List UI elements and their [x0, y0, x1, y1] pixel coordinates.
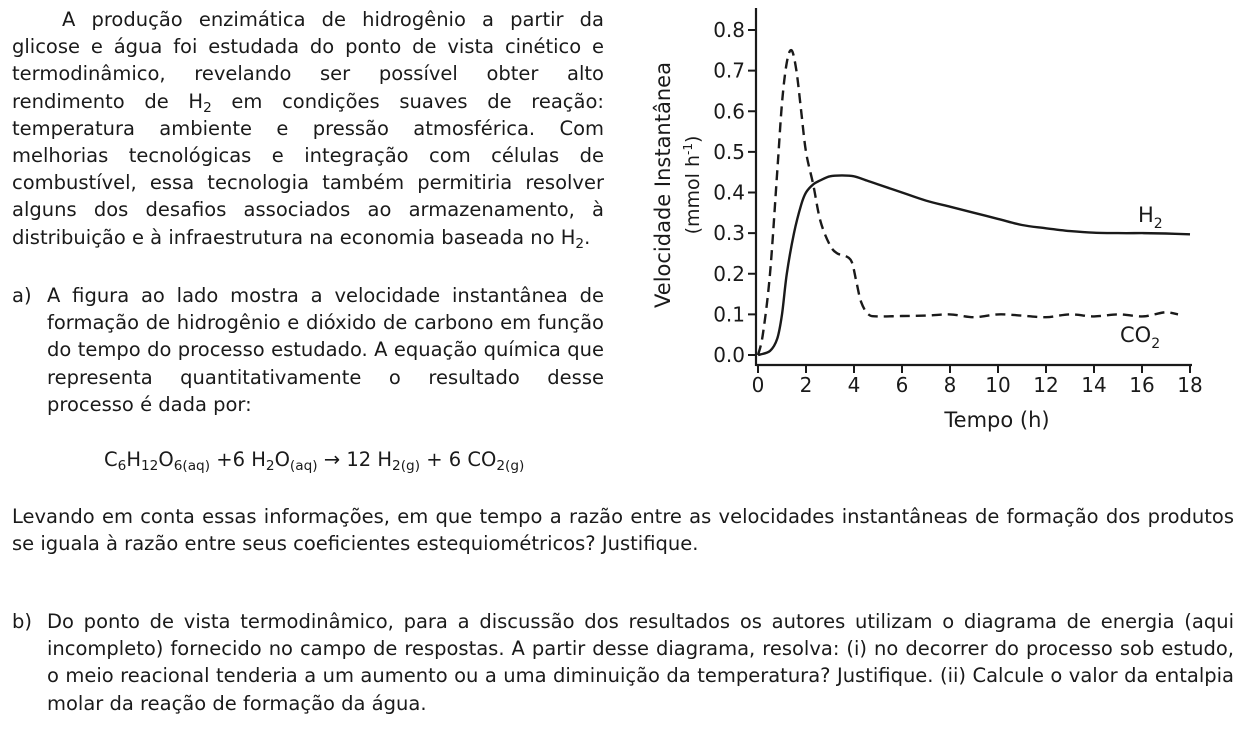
x-axis-label: Tempo (h) [944, 408, 1050, 432]
y-axis-label [651, 62, 704, 308]
x-tick-label: 10 [985, 373, 1011, 397]
y-axis-label-main: Velocidade Instantânea [651, 62, 675, 308]
x-ticks [752, 365, 1203, 397]
intro-text-1: A produção enzimática de hidrogênio a partir da glicose e água foi estudada do ponto de vista cinético e termodinâmico, revelando ser possível obter alto rendimento de [12, 8, 604, 113]
y-tick-label: 0.2 [713, 261, 745, 286]
y-ticks [713, 18, 756, 367]
x-tick-label: 18 [1177, 373, 1203, 397]
co2-series-line [758, 50, 1178, 355]
y-tick-label: 0.4 [713, 180, 745, 205]
h2-series-label: $H_2$ [1138, 203, 1163, 232]
rate-vs-time-chart [620, 0, 1247, 440]
series-layer [758, 50, 1190, 355]
x-tick-label: 16 [1129, 373, 1155, 397]
h2-formula: $H_2$ [188, 89, 212, 116]
y-tick-label: 0.1 [713, 302, 745, 327]
item-b [12, 608, 1234, 717]
y-tick-label: 0.6 [713, 99, 745, 124]
x-tick-label: 6 [895, 373, 909, 397]
x-tick-label: 14 [1081, 373, 1107, 397]
y-tick-label: 0.7 [713, 58, 745, 83]
h2-formula: $H_2$ [560, 225, 585, 252]
co2-series-label: $CO_2$ [1120, 323, 1161, 352]
y-tick-label: 0.8 [713, 18, 745, 42]
intro-text-3: . [584, 225, 591, 249]
item-a [12, 282, 604, 418]
y-axis-label-unit: (mmol $h^{-1}$) [681, 135, 704, 235]
x-tick-label: 2 [799, 373, 813, 397]
x-tick-label: 8 [943, 373, 957, 397]
item-a-marker: a) [12, 284, 32, 307]
item-a-text: A figura ao lado mostra a velocidade instantânea de formação de hidrogênio e dióxido de carbono em função do tempo do processo estudado. A equação química que representa quantitativamente o resultado desse processo é dada por: [47, 284, 604, 416]
chemical-equation: $C_6H_{12}O_{6(aq)} +6$ $H_2O_{(aq)} \to 12$ $H_{2(g)} + 6$ $CO_{2(g)}$ [104, 448, 525, 474]
item-b-text: Do ponto de vista termodinâmico, para a discussão dos resultados os autores utilizam o diagrama de energia (aqui incompleto) fornecido no campo de respostas. A partir desse diagrama, resolva: (i) no decorrer do processo sob estudo, o meio reacional tenderia a um aumento ou a uma diminuição da temperatura? Justifique. (ii) Calcule o valor da entalpia molar da reação de formação da água. [47, 610, 1234, 715]
x-tick-label: 0 [751, 373, 765, 397]
intro-text-2: em condições suaves de reação: temperatura ambiente e pressão atmosférica. Com melhorias tecnológicas e integração com células de combustível, essa tecnologia também permitiria resolver alguns dos desafios associados ao armazenamento, à distribuição e à infraestrutura na economia baseada no [12, 89, 604, 249]
reaction-arrow: → [317, 448, 347, 471]
x-tick-label: 12 [1033, 373, 1059, 397]
item-b-marker: b) [12, 610, 32, 633]
x-tick-label: 4 [847, 373, 861, 397]
question-a: Levando em conta essas informações, em que tempo a razão entre as velocidades instantâneas de formação dos produtos se iguala à razão entre seus coeficientes estequiométricos? Justifique. [12, 505, 1234, 556]
y-tick-label: 0.3 [713, 221, 745, 246]
y-tick-label: 0.0 [713, 343, 745, 367]
y-tick-label: 0.5 [713, 139, 745, 164]
intro-paragraph [12, 6, 604, 251]
